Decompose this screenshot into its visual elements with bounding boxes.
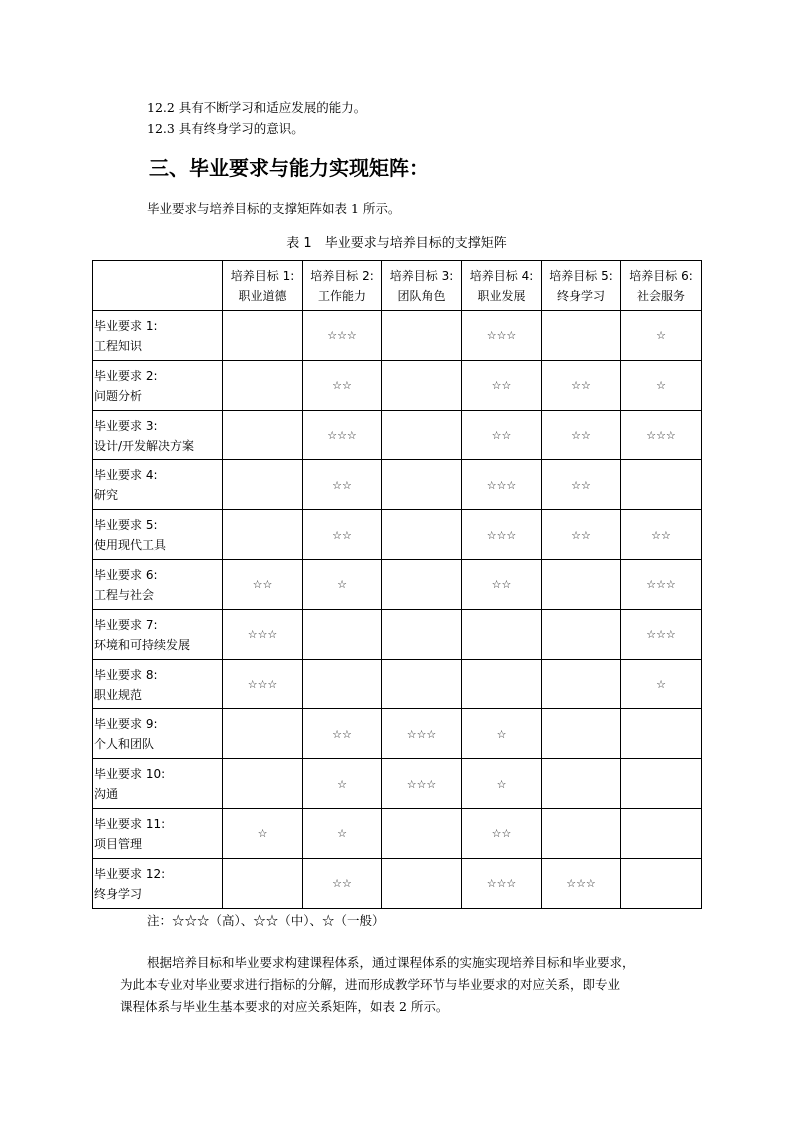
row-label-line1: 毕业要求 1: <box>94 319 158 333</box>
column-header <box>223 261 303 311</box>
matrix-cell <box>462 559 542 609</box>
row-label-line2: 项目管理 <box>94 836 143 851</box>
column-header <box>462 261 542 311</box>
table-row <box>93 410 702 460</box>
matrix-cell <box>223 709 303 759</box>
star-rating: ☆☆☆ <box>646 428 676 442</box>
star-rating: ☆☆ <box>491 578 512 592</box>
matrix-cell <box>542 609 621 659</box>
row-header-cell <box>93 360 223 410</box>
table-caption: 表 1 毕业要求与培养目标的支撑矩阵 <box>286 236 507 251</box>
row-label-line1: 毕业要求 12: <box>94 866 166 881</box>
star-rating: ☆☆ <box>332 727 352 741</box>
star-rating: ☆☆☆ <box>486 877 517 891</box>
matrix-cell <box>542 360 621 410</box>
matrix-cell <box>542 460 621 510</box>
row-header-cell <box>93 510 223 560</box>
column-header-line2: 社会服务 <box>636 288 685 303</box>
table-row <box>93 460 702 510</box>
table-row <box>93 808 702 858</box>
star-rating: ☆☆☆ <box>646 628 676 642</box>
row-label-line2: 问题分析 <box>94 388 143 403</box>
paragraph-line-1: 根据培养目标和毕业要求构建课程体系，通过课程体系的实施实现培养目标和毕业要求， <box>147 955 635 970</box>
star-rating: ☆ <box>257 827 268 841</box>
table-header-row <box>93 261 702 311</box>
matrix-cell <box>621 559 702 609</box>
matrix-cell <box>462 609 542 659</box>
column-header <box>382 261 462 311</box>
table-row <box>93 360 702 410</box>
table-body <box>93 311 702 909</box>
matrix-cell <box>303 559 382 609</box>
matrix-cell <box>382 410 462 460</box>
star-rating: ☆☆☆ <box>247 677 278 691</box>
row-label-line2: 工程知识 <box>94 339 143 353</box>
star-rating: ☆☆ <box>491 827 512 841</box>
star-rating: ☆ <box>656 379 666 393</box>
star-rating: ☆ <box>656 677 666 691</box>
star-rating: ☆☆☆ <box>327 428 357 442</box>
matrix-cell <box>303 858 382 908</box>
table-row <box>93 759 702 809</box>
matrix-cell <box>382 360 462 410</box>
matrix-cell <box>542 410 621 460</box>
matrix-cell <box>223 360 303 410</box>
column-header <box>542 261 621 311</box>
matrix-cell <box>542 759 621 809</box>
matrix-cell <box>223 808 303 858</box>
row-label-line2: 职业规范 <box>94 687 143 702</box>
matrix-cell <box>542 510 621 560</box>
matrix-cell <box>382 858 462 908</box>
matrix-cell <box>382 311 462 361</box>
support-matrix-table <box>92 260 702 909</box>
matrix-cell <box>382 609 462 659</box>
column-header-line2: 终身学习 <box>556 288 605 303</box>
star-rating: ☆ <box>496 727 507 741</box>
row-label-line1: 毕业要求 9: <box>94 717 158 732</box>
row-header-cell <box>93 559 223 609</box>
row-header-cell <box>93 858 223 908</box>
matrix-cell <box>462 659 542 709</box>
row-label-line2: 沟通 <box>94 787 119 802</box>
star-rating: ☆☆ <box>571 478 591 492</box>
intro-sentence: 毕业要求与培养目标的支撑矩阵如表 1 所示。 <box>147 201 401 216</box>
matrix-cell <box>223 410 303 460</box>
row-label-line1: 毕业要求 2: <box>94 368 158 383</box>
row-label-line1: 毕业要求 6: <box>94 567 158 582</box>
matrix-cell <box>382 808 462 858</box>
star-rating: ☆☆ <box>491 379 512 393</box>
header-corner-cell <box>93 261 223 311</box>
matrix-cell <box>223 559 303 609</box>
matrix-cell <box>621 609 702 659</box>
matrix-cell <box>303 808 382 858</box>
matrix-cell <box>382 659 462 709</box>
row-label-line1: 毕业要求 10: <box>94 767 166 782</box>
star-rating: ☆☆☆ <box>486 329 517 343</box>
matrix-cell <box>382 709 462 759</box>
star-rating: ☆☆ <box>332 528 352 542</box>
row-label-line2: 工程与社会 <box>94 587 155 602</box>
matrix-cell <box>382 510 462 560</box>
matrix-cell <box>542 659 621 709</box>
star-rating: ☆☆☆ <box>406 727 437 741</box>
star-rating: ☆☆☆ <box>486 528 517 542</box>
intro-line-12-2: 12.2 具有不断学习和适应发展的能力。 <box>147 100 367 115</box>
column-header-line1: 培养目标 6: <box>629 268 693 283</box>
matrix-cell <box>303 410 382 460</box>
row-label-line2: 终身学习 <box>94 886 143 901</box>
matrix-cell <box>382 460 462 510</box>
matrix-cell <box>542 559 621 609</box>
row-label-line1: 毕业要求 3: <box>94 418 158 433</box>
star-rating: ☆ <box>337 777 347 791</box>
column-header <box>621 261 702 311</box>
matrix-cell <box>621 858 702 908</box>
matrix-cell <box>462 410 542 460</box>
star-rating: ☆☆ <box>571 528 591 542</box>
row-label-line1: 毕业要求 11: <box>94 816 166 831</box>
star-rating: ☆☆ <box>252 578 273 592</box>
matrix-cell <box>223 609 303 659</box>
matrix-cell <box>303 709 382 759</box>
star-rating: ☆☆☆ <box>566 877 596 891</box>
column-header-line1: 培养目标 5: <box>549 268 613 283</box>
paragraph-line-3: 课程体系与毕业生基本要求的对应关系矩阵，如表 2 所示。 <box>120 999 449 1014</box>
table-row <box>93 609 702 659</box>
row-label-line1: 毕业要求 8: <box>94 667 158 682</box>
matrix-cell <box>303 659 382 709</box>
row-label-line2: 研究 <box>94 488 119 503</box>
row-label-line2: 设计/开发解决方案 <box>94 438 195 453</box>
row-header-cell <box>93 609 223 659</box>
row-header-cell <box>93 311 223 361</box>
column-header-line2: 工作能力 <box>317 288 366 303</box>
matrix-cell <box>621 709 702 759</box>
table-row <box>93 659 702 709</box>
column-header-line2: 职业道德 <box>238 288 287 303</box>
matrix-cell <box>223 311 303 361</box>
matrix-cell <box>621 659 702 709</box>
matrix-cell <box>462 759 542 809</box>
matrix-cell <box>462 460 542 510</box>
row-label-line1: 毕业要求 4: <box>94 468 158 483</box>
column-header-line1: 培养目标 3: <box>389 268 454 283</box>
matrix-cell <box>303 609 382 659</box>
star-rating: ☆☆ <box>571 428 591 442</box>
matrix-cell <box>462 709 542 759</box>
star-rating: ☆☆ <box>332 379 352 393</box>
column-header-line1: 培养目标 4: <box>469 268 534 283</box>
star-rating: ☆☆ <box>332 478 352 492</box>
star-rating: ☆ <box>496 777 507 791</box>
row-header-cell <box>93 460 223 510</box>
column-header-line1: 培养目标 1: <box>230 268 295 283</box>
matrix-cell <box>462 858 542 908</box>
matrix-cell <box>303 311 382 361</box>
table-row <box>93 858 702 908</box>
row-label-line2: 个人和团队 <box>94 737 155 752</box>
star-rating: ☆☆ <box>332 877 352 891</box>
table-row <box>93 510 702 560</box>
table-row <box>93 311 702 361</box>
column-header-line2: 职业发展 <box>477 288 526 303</box>
matrix-cell <box>621 460 702 510</box>
row-header-cell <box>93 759 223 809</box>
matrix-cell <box>621 360 702 410</box>
star-rating: ☆ <box>337 827 347 841</box>
matrix-cell <box>303 460 382 510</box>
star-rating: ☆☆ <box>491 428 512 442</box>
matrix-cell <box>223 659 303 709</box>
column-header <box>303 261 382 311</box>
table-row <box>93 709 702 759</box>
table-row <box>93 559 702 609</box>
row-label-line1: 毕业要求 7: <box>94 617 158 632</box>
star-rating: ☆ <box>337 578 347 592</box>
matrix-cell <box>621 808 702 858</box>
row-header-cell <box>93 709 223 759</box>
matrix-cell <box>223 510 303 560</box>
star-rating: ☆ <box>656 329 666 343</box>
star-rating: ☆☆☆ <box>406 777 437 791</box>
row-label-line2: 环境和可持续发展 <box>94 637 191 652</box>
matrix-cell <box>382 559 462 609</box>
row-header-cell <box>93 659 223 709</box>
star-rating: ☆☆☆ <box>327 329 357 343</box>
matrix-cell <box>621 759 702 809</box>
matrix-cell <box>462 311 542 361</box>
row-label-line1: 毕业要求 5: <box>94 518 158 533</box>
paragraph-line-2: 为此本专业对毕业要求进行指标的分解，进而形成教学环节与毕业要求的对应关系，即专业 <box>120 977 621 992</box>
table-note: 注：☆☆☆（高）、☆☆（中）、☆（一般） <box>147 913 385 928</box>
star-rating: ☆☆☆ <box>646 578 676 592</box>
matrix-cell <box>621 510 702 560</box>
matrix-cell <box>542 858 621 908</box>
matrix-cell <box>621 311 702 361</box>
matrix-cell <box>542 311 621 361</box>
matrix-cell <box>462 360 542 410</box>
star-rating: ☆☆ <box>651 528 671 542</box>
section-heading: 三、毕业要求与能力实现矩阵： <box>149 156 429 180</box>
row-header-cell <box>93 808 223 858</box>
matrix-cell <box>223 858 303 908</box>
star-rating: ☆☆☆ <box>486 478 517 492</box>
matrix-cell <box>542 808 621 858</box>
matrix-cell <box>223 460 303 510</box>
column-header-line2: 团队角色 <box>397 288 446 303</box>
matrix-cell <box>542 709 621 759</box>
star-rating: ☆☆☆ <box>247 628 278 642</box>
matrix-cell <box>621 410 702 460</box>
matrix-cell <box>303 510 382 560</box>
column-header-line1: 培养目标 2: <box>310 268 374 283</box>
row-label-line2: 使用现代工具 <box>94 538 167 553</box>
row-header-cell <box>93 410 223 460</box>
matrix-cell <box>462 510 542 560</box>
matrix-cell <box>303 360 382 410</box>
matrix-cell <box>303 759 382 809</box>
matrix-cell <box>223 759 303 809</box>
star-rating: ☆☆ <box>571 379 591 393</box>
matrix-cell <box>462 808 542 858</box>
intro-line-12-3: 12.3 具有终身学习的意识。 <box>147 121 304 136</box>
matrix-cell <box>382 759 462 809</box>
